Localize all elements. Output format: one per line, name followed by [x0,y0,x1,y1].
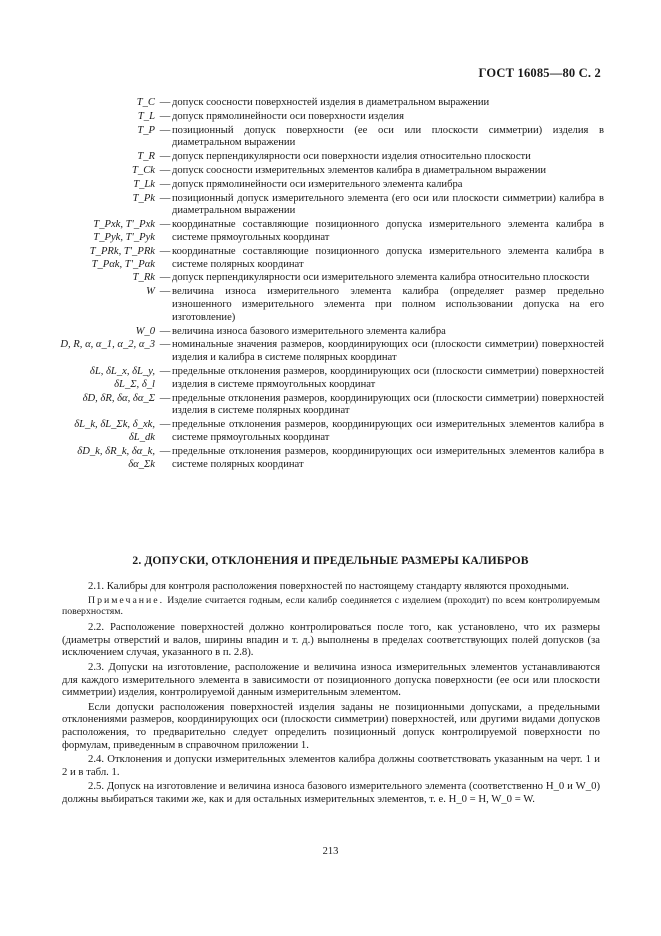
definition-row [58,111,604,124]
symbol-definitions-list [58,97,604,472]
definition-symbol: δD_k, δR_k, δα_k, δα_Σk [77,445,155,470]
definition-dash: — [159,445,171,457]
definition-row [58,446,604,472]
definition-symbol: T_P [137,124,155,136]
definition-symbol: T_Lk [133,178,155,190]
definition-text: величина износа измерительного элемента калибра (определяет размер предельно изношенного измерительного элемента при полном использовании допуска на его изготовление) [172,286,604,323]
paragraph-2-3-continued: Если допуски расположения поверхностей изделия заданы не позиционными допусками, а предельными отклонениями размеров, координирующих оси (плоскости симметрии) поверхностей, или другими видами допусков расположения, то предварительно следует определить позиционный допуск контролируемой поверхности по формулам, приведенным в справочном приложении 1. [62,700,600,751]
paragraph-2-4: 2.4. Отклонения и допуски измерительных элементов калибра должны соответствовать указанным на черт. 1 и 2 и в табл. 1. [62,753,600,778]
definition-text: позиционный допуск измерительного элемента (его оси или плоскости симметрии) калибра в диаметральном выражении [172,192,604,217]
definition-text: позиционный допуск поверхности (ее оси или плоскости симметрии) изделия в диаметральном выражении [172,124,604,149]
definition-symbol: W_0 [135,325,155,337]
definition-text: допуск соосности измерительных элементов калибра в диаметральном выражении [172,164,547,176]
definition-row [58,419,604,445]
definition-row [58,193,604,219]
definition-dash: — [159,272,171,284]
paragraph-2-5: 2.5. Допуск на изготовление и величина износа базового измерительного элемента (соответственно H_0 и W_0) должны выбираться такими же, как и для остальных измерительных элементов, т. е. H_0 = H, W_0 = W. [62,780,600,805]
running-header: ГОСТ 16085—80 С. 2 [478,66,601,80]
page-number: 213 [322,846,339,857]
definition-dash: — [159,110,171,122]
paragraph-2-3: 2.3. Допуски на изготовление, расположение и величина износа измерительных элементов устанавливаются для каждого измерительного элемента в зависимости от позиционного допуска поверхности (ее оси или плоскости симметрии) изделия, контролируемой данным измерительным элементом. [62,660,600,699]
definition-dash: — [159,178,171,190]
definition-text: допуск прямолинейности оси поверхности изделия [172,110,404,122]
definition-row [58,125,604,151]
definition-dash: — [159,365,171,377]
definition-symbol: δL_k, δL_Σk, δ_xk, δL_dk [74,419,155,443]
note-paragraph [62,595,600,619]
definition-symbol: T_C [136,97,155,108]
note-text: Изделие считается годным, если калибр соединяется с изделием (проходит) по всем контролируемым поверхностям. [62,594,600,618]
section-body [62,580,600,808]
definition-symbol: D, R, α, α_1, α_2, α_3 [60,339,155,351]
section-heading: 2. ДОПУСКИ, ОТКЛОНЕНИЯ И ПРЕДЕЛЬНЫЕ РАЗМЕРЫ КАЛИБРОВ [132,554,529,567]
note-label: Примечание. [88,594,165,606]
definition-row [58,286,604,324]
definition-text: предельные отклонения размеров, координирующих оси (плоскости симметрии) поверхностей изделия в системе прямоугольных координат [172,365,604,390]
definition-dash: — [159,151,171,163]
definition-row [58,326,604,339]
definition-dash: — [159,124,171,136]
definition-dash: — [159,286,171,298]
definition-dash: — [159,339,171,351]
definition-symbol: T_Ck [132,164,155,176]
definition-symbol: δL, δL_x, δL_y, δL_Σ, δ_l [89,365,155,390]
definition-dash: — [159,245,171,257]
definition-dash: — [159,192,171,204]
definition-row [58,272,604,285]
definition-text: величина износа базового измерительного элемента калибра [172,325,446,337]
definition-dash: — [159,219,171,231]
definition-row [58,97,604,110]
definition-row [58,366,604,392]
definition-row [58,165,604,178]
definition-symbol: T_L [137,110,155,122]
definition-dash: — [159,325,171,337]
definition-symbol: T_PRk, T'_PRk T_Pαk, T'_Pαk [89,245,155,270]
definition-row [58,339,604,365]
definition-symbol: T_Rk [132,272,155,284]
definition-symbol: T_R [137,151,155,163]
definition-text: координатные составляющие позиционного допуска измерительного элемента калибра в системе прямоугольных координат [172,219,604,243]
paragraph-2-2: 2.2. Расположение поверхностей должно контролироваться после того, как установлено, что их размеры (диаметры отверстий и валов, ширины впадин и т. д.) выполнены в пределах соответствующих полей допусков (за исключением случая, указанного в п. 2.8). [62,621,600,659]
definition-symbol: W [146,286,155,298]
definition-text: допуск перпендикулярности оси измерительного элемента калибра относительно плоскости [172,272,590,284]
definition-text: допуск соосности поверхностей изделия в диаметральном выражении [172,97,490,108]
definition-symbol: δD, δR, δα, δα_Σ [82,392,155,404]
definition-text: допуск прямолинейности оси измерительного элемента калибра [172,178,463,190]
definition-dash: — [159,164,171,176]
definition-row [58,219,604,245]
definition-text: предельные отклонения размеров, координирующих оси измерительных элементов калибра в системе прямоугольных координат [172,419,604,443]
paragraph-2-1: 2.1. Калибры для контроля расположения поверхностей по настоящему стандарту являются проходными. [88,580,569,592]
definition-text: допуск перпендикулярности оси поверхности изделия относительно плоскости [172,151,531,163]
definition-symbol: T_Pxk, T'_Pxk T_Pyk, T'_Pyk [93,219,155,243]
definition-dash: — [159,392,171,404]
definition-text: предельные отклонения размеров, координирующих оси (плоскости симметрии) поверхностей изделия в системе полярных координат [172,392,604,417]
definition-text: координатные составляющие позиционного допуска измерительного элемента калибра в системе полярных координат [172,245,604,270]
definition-row [58,179,604,192]
definition-row [58,246,604,272]
definition-text: предельные отклонения размеров, координирующих оси измерительных элементов калибра в системе полярных координат [172,445,604,470]
definition-symbol: T_Pk [132,192,155,204]
definition-dash: — [159,97,171,108]
definition-dash: — [159,419,171,431]
definition-row [58,151,604,164]
definition-row [58,393,604,419]
definition-text: номинальные значения размеров, координирующих оси (плоскости симметрии) поверхностей изделия и калибра в системе полярных координат [172,339,604,364]
